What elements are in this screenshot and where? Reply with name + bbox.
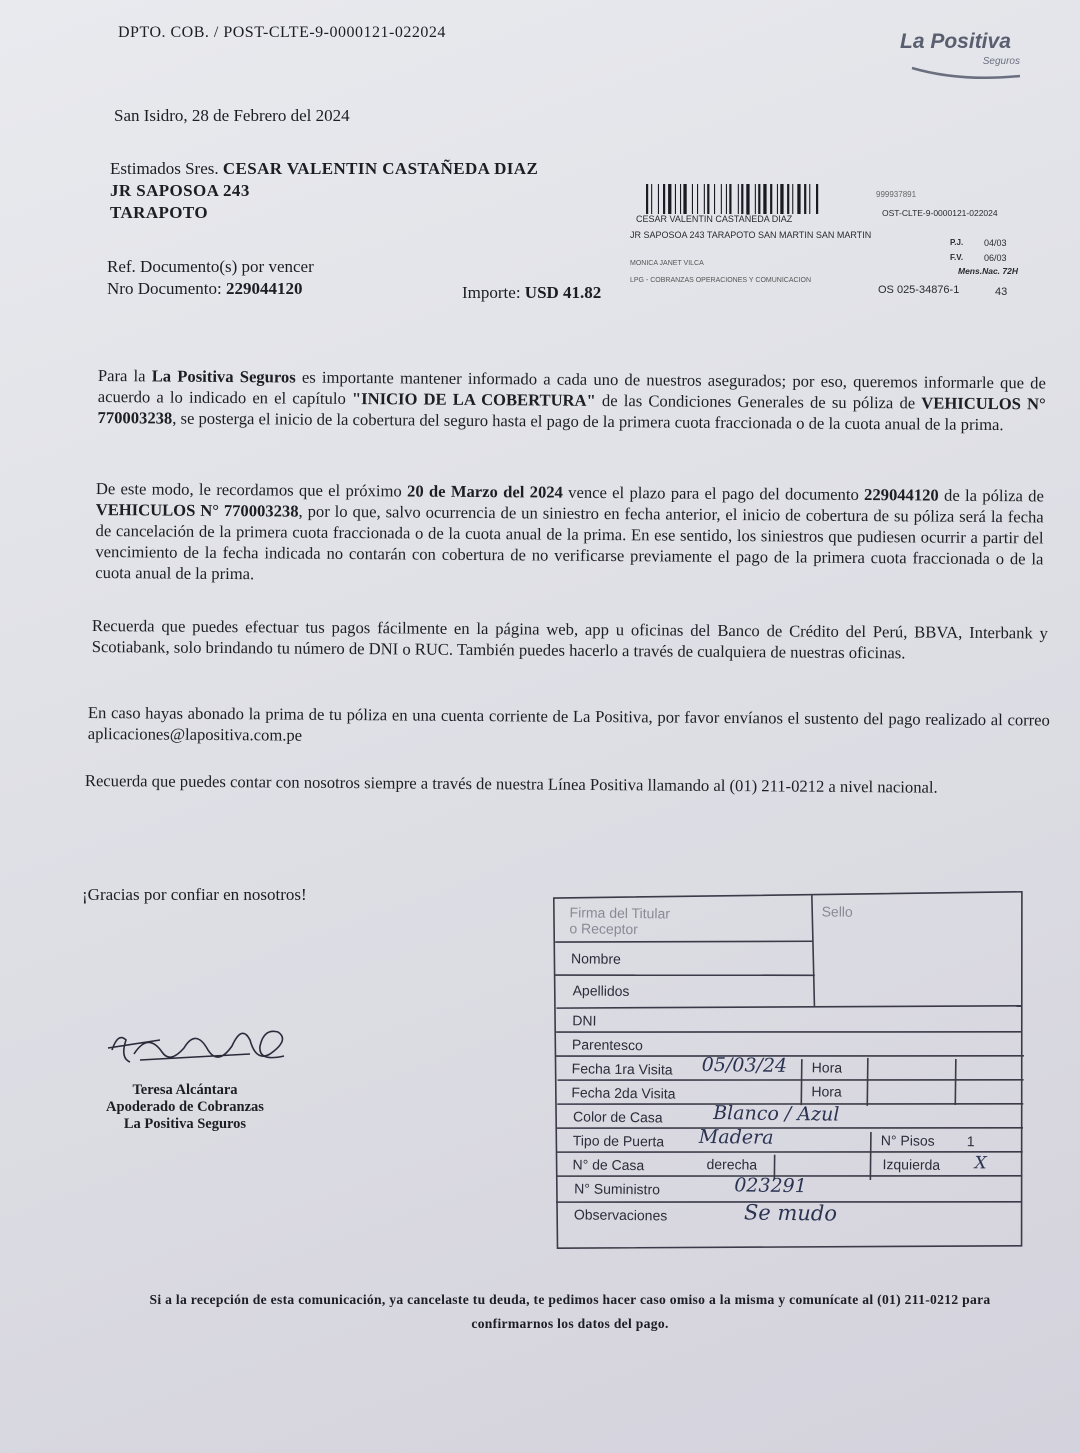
signatory-company: La Positiva Seguros — [123, 1116, 247, 1132]
apellidos-label: Apellidos — [572, 982, 630, 1000]
fv-value: 06/03 — [984, 253, 1007, 263]
label-num: 43 — [995, 286, 1008, 298]
observaciones-label: Observaciones — [573, 1206, 668, 1224]
fecha1-label: Fecha 1ra Visita — [571, 1060, 673, 1078]
observaciones-value: Se mudo — [743, 1200, 838, 1226]
firma-label-2: o Receptor — [569, 920, 638, 938]
signatory-role: Apoderado de Cobranzas — [106, 1099, 264, 1115]
fecha1-value: 05/03/24 — [701, 1053, 788, 1077]
signatory-name: Teresa Alcántara — [132, 1082, 238, 1098]
barcode-number: 999937891 — [876, 190, 917, 199]
pisos-label: N° Pisos — [880, 1132, 935, 1149]
importe — [462, 283, 601, 303]
parentesco-label: Parentesco — [571, 1036, 643, 1054]
addressee-name: CESAR VALENTIN CASTAÑEDA DIAZ — [222, 159, 539, 178]
reference-code: DPTO. COB. / POST-CLTE-9-0000121-022024 — [118, 24, 446, 41]
sello-label: Sello — [821, 903, 853, 920]
izquierda-label: Izquierda — [882, 1156, 941, 1173]
label-dept: LPG - COBRANZAS OPERACIONES Y COMUNICACION — [630, 277, 811, 284]
label-name: CESAR VALENTIN CASTAÑEDA DIAZ — [636, 214, 793, 224]
dni-label: DNI — [572, 1012, 597, 1029]
reference-block — [107, 256, 314, 300]
signature-block — [80, 1010, 320, 1140]
pisos-value: 1 — [966, 1133, 975, 1150]
label-code: OST-CLTE-9-0000121-022024 — [882, 208, 998, 218]
addressee-block — [110, 158, 538, 224]
mailing-label — [628, 176, 1048, 298]
addressee-street: JR SAPOSOA 243 — [110, 181, 250, 200]
doc-number: 229044120 — [225, 279, 303, 298]
fecha2-label: Fecha 2da Visita — [571, 1084, 676, 1102]
puerta-value: Madera — [698, 1125, 774, 1149]
color-label: Color de Casa — [573, 1108, 663, 1126]
company-logo — [900, 30, 1030, 86]
label-agent: MONICA JANET VILCA — [630, 260, 704, 267]
paragraph-4: En caso hayas abonado la prima de tu póliza en una cuenta corriente de La Positiva, por favor envíanos el sustento del pago realizado al correo aplicaciones@lapositiva.com.pe — [87, 702, 1050, 745]
suministro-label: N° Suministro — [574, 1180, 661, 1198]
pj-label: P.J. — [950, 238, 964, 247]
logo-sub: Seguros — [982, 56, 1020, 67]
footer-line-2: confirmarnos los datos del pago. — [471, 1316, 669, 1331]
puerta-label: Tipo de Puerta — [572, 1132, 665, 1150]
closing-line: ¡Gracias por confiar en nosotros! — [82, 885, 307, 904]
fv-label: F.V. — [950, 253, 964, 262]
salutation: Estimados Sres. — [110, 159, 219, 178]
mens-nac: Mens.Nac. 72H — [958, 266, 1018, 276]
visit-record-stamp — [543, 880, 1047, 1256]
importe-value: USD 41.82 — [524, 283, 602, 302]
handwritten-signature-icon — [100, 1010, 320, 1080]
paragraph-1: Para la La Positiva Seguros es importante mantener informado a cada uno de nuestros asegurados; por eso, queremos informarle que de acuerdo a lo indicado en el capítulo "INICIO DE LA COBERTURA" de las Condiciones Generales de su póliza de VEHICULOS N° 770003238, se posterga el inicio de la cobertura del seguro hasta el pago de la primera cuota fraccionada o de la cuota anual de la prima. — [97, 365, 1046, 435]
doc-label: Nro Documento: — [107, 279, 222, 298]
hora-label-2: Hora — [811, 1083, 842, 1100]
pj-value: 04/03 — [984, 238, 1007, 248]
label-os: OS 025-34876-1 — [878, 284, 960, 296]
nombre-label: Nombre — [570, 950, 621, 967]
izquierda-value: X — [974, 1153, 987, 1174]
paragraph-2: De este modo, le recordamos que el próximo 20 de Marzo del 2024 vence el plazo para el pago del documento 229044120 de la póliza de VEHICULOS N° 770003238, por lo que, salvo ocurrencia de un siniestro en fecha anterior, el inicio de cobertura de su póliza será la fecha de cancelación de la primera cuota fraccionada o de la cuota anual de la prima. En ese sentido, los siniestros que pudiesen ocurrir a partir del vencimiento de la fecha indicada no contarán con cobertura de no verificarse previamente el pago de la primera cuota fraccionada o de la cuota anual de la prima. — [95, 478, 1044, 584]
ncasa-label: N° de Casa — [572, 1156, 645, 1174]
footer-note — [80, 1288, 1060, 1336]
logo-name: La Positiva — [900, 30, 1011, 53]
importe-label: Importe: — [462, 283, 521, 302]
date-line: San Isidro, 28 de Febrero del 2024 — [114, 106, 350, 125]
ref-line: Ref. Documento(s) por vencer — [107, 257, 314, 276]
suministro-value: 023291 — [734, 1174, 807, 1198]
color-value: Blanco / Azul — [713, 1102, 840, 1126]
paragraph-3: Recuerda que puedes efectuar tus pagos fácilmente en la página web, app u oficinas del Banco de Crédito del Perú, BBVA, Interbank y Scotiabank, solo brindando tu número de DNI o RUC. También puedes hacerlo a través de cualquiera de nuestras oficinas. — [91, 615, 1048, 663]
firma-label-1: Firma del Titular — [569, 904, 671, 922]
signatory — [80, 1082, 290, 1133]
paragraph-5: Recuerda que puedes contar con nosotros siempre a través de nuestra Línea Positiva llamando al (01) 211-0212 a nivel nacional. — [84, 770, 938, 797]
derecha-label: derecha — [706, 1155, 758, 1173]
barcode-icon — [646, 184, 862, 214]
logo-swoosh-icon — [900, 30, 1030, 86]
footer-line-1: Si a la recepción de esta comunicación, ya cancelaste tu deuda, te pedimos hacer caso omiso a la misma y comunícate al (01) 211-0212 para — [149, 1292, 991, 1307]
hora-label-1: Hora — [811, 1059, 843, 1076]
label-address: JR SAPOSOA 243 TARAPOTO SAN MARTIN SAN MARTIN — [630, 230, 872, 240]
addressee-city: TARAPOTO — [110, 203, 208, 222]
